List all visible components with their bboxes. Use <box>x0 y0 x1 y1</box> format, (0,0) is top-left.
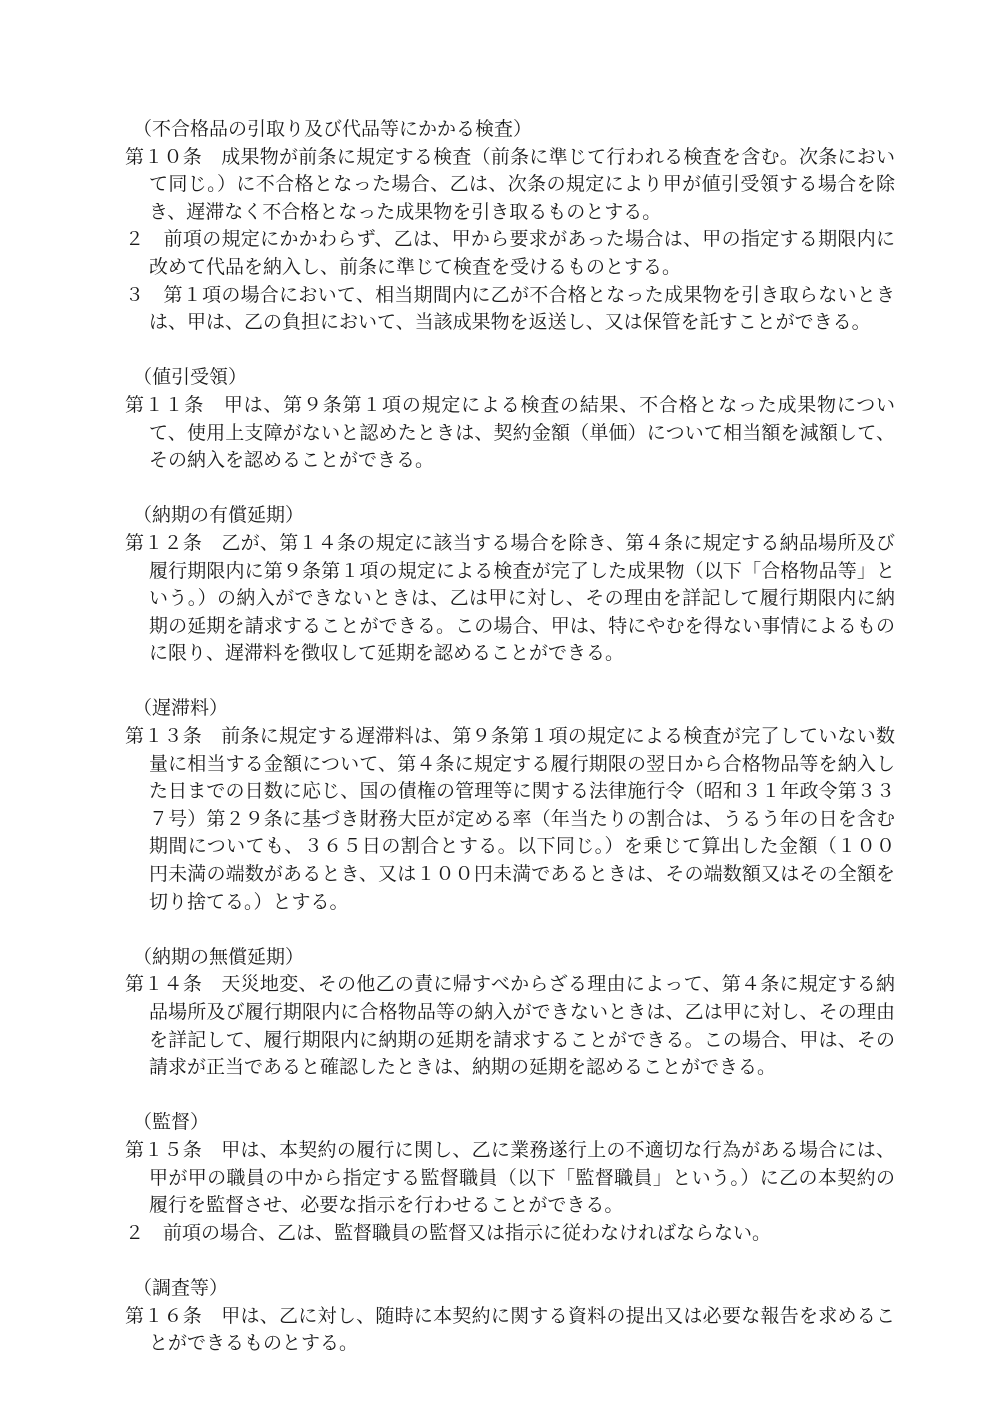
article-15 <box>125 1109 895 1247</box>
contract-text <box>125 116 895 1385</box>
article-paragraph: 第１１条 甲は、第９条第１項の規定による検査の結果、不合格となった成果物について、使用上支障がないと認めたときは、契約金額（単価）について相当額を減額して、その納入を認めることができる。 <box>125 393 895 472</box>
article-paragraph: 第１５条 甲は、本契約の履行に関し、乙に業務遂行上の不適切な行為がある場合には、甲が甲の職員の中から指定する監督職員（以下「監督職員」という。）に乙の本契約の履行を監督させ、必要な指示を行わせることができる。 <box>125 1138 895 1217</box>
article-heading: （納期の無償延期） <box>133 945 305 968</box>
article-13 <box>125 695 895 916</box>
article-paragraph: 第１０条 成果物が前条に規定する検査（前条に準じて行われる検査を含む。次条において同じ。）に不合格となった場合、乙は、次条の規定により甲が値引受領する場合を除き、遅滞なく不合格となった成果物を引き取るものとする。 <box>125 145 895 223</box>
article-paragraph: ３ 第１項の場合において、相当期間内に乙が不合格となった成果物を引き取らないときは、甲は、乙の負担において、当該成果物を返送し、又は保管を託すことができる。 <box>125 283 895 334</box>
article-heading: （納期の有償延期） <box>133 504 305 527</box>
article-paragraph: 第１２条 乙が、第１４条の規定に該当する場合を除き、第４条に規定する納品場所及び履行期限内に第９条第１項の規定による検査が完了した成果物（以下「合格物品等」という。）の納入ができないときは、乙は甲に対し、その理由を詳記して履行期限内に納期の延期を請求することができる。この場合、甲は、特にやむを得ない事情によるものに限り、遅滞料を徴収して延期を認めることができる。 <box>125 531 895 665</box>
article-paragraph: ２ 前項の場合、乙は、監督職員の監督又は指示に従わなければならない。 <box>125 1221 772 1244</box>
article-heading: （監督） <box>133 1111 210 1134</box>
article-paragraph: ２ 前項の規定にかかわらず、乙は、甲から要求があった場合は、甲の指定する期限内に改めて代品を納入し、前条に準じて検査を受けるものとする。 <box>125 228 895 278</box>
article-heading: （遅滞料） <box>133 697 229 720</box>
article-16 <box>125 1275 895 1358</box>
article-11 <box>125 364 895 474</box>
article-10 <box>125 116 895 337</box>
article-paragraph: 第１４条 天災地変、その他乙の責に帰すべからざる理由によって、第４条に規定する納品場所及び履行期限内に合格物品等の納入ができないときは、乙は甲に対し、その理由を詳記して、履行期限内に納期の延期を請求することができる。この場合、甲は、その請求が正当であると確認したときは、納期の延期を認めることができる。 <box>125 973 895 1079</box>
article-14 <box>125 944 895 1082</box>
article-heading: （値引受領） <box>133 366 248 389</box>
article-paragraph: 第１６条 甲は、乙に対し、随時に本契約に関する資料の提出又は必要な報告を求めることができるものとする。 <box>125 1304 895 1355</box>
article-heading: （不合格品の引取り及び代品等にかかる検査） <box>133 118 533 140</box>
article-12 <box>125 502 895 668</box>
article-paragraph: 第１３条 前条に規定する遅滞料は、第９条第１項の規定による検査が完了していない数量に相当する金額について、第４条に規定する履行期限の翌日から合格物品等を納入した日までの日数に応じ、国の債権の管理等に関する法律施行令（昭和３１年政令第３３７号）第２９条に基づき財務大臣が定める率（年当たりの割合は、うるう年の日を含む期間についても、３６５日の割合とする。以下同じ。）を乗じて算出した金額（１００円未満の端数があるとき、又は１００円未満であるときは、その端数額又はその全額を切り捨てる。）とする。 <box>125 725 895 913</box>
article-heading: （調査等） <box>133 1276 229 1299</box>
